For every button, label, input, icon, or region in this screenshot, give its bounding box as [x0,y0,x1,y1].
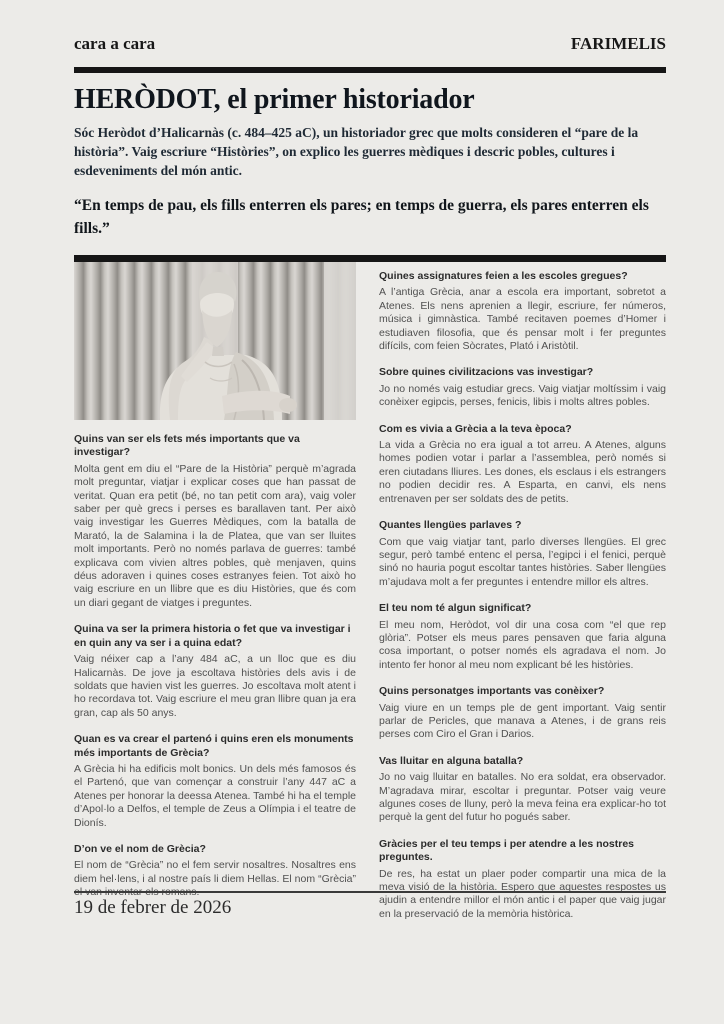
qa-item [379,423,666,506]
masthead-rule [74,67,666,73]
page-content [74,32,666,934]
qa-answer: Jo no vaig lluitar en batalles. No era soldat, era observador. M’agradava mirar, escoltar i preguntar. Potser vaig veure algunes coses de lluny, però la meva feina era explicar-ho tot perquè la gent del futur ho pogués saber. [379,771,666,824]
qa-answer: Com que vaig viatjar tant, parlo diverses llengües. El grec segur, però també entenc el persa, l’egipci i el fenici, perquè sinó no hauria pogut escoltar tantes històries. Saber llengües m’ajudava molt a fer preguntes i entendre millor els altres. [379,535,666,588]
qa-item [379,755,666,825]
page-footer [74,891,666,919]
herodotus-statue-image [74,262,356,420]
article-title: HERÒDOT, el primer historiador [74,84,475,115]
article-intro: Sóc Heròdot d’Halicarnàs (c. 484–425 aC), un historiador grec que molts consideren el “pare de la història”. Vaig escriure “Històries”, on explico les guerres mèdiques i descric pobles, cultures i esdeveniments del món antic. [74,125,639,178]
qa-question: Quan es va crear el partenó i quins eren els monuments més importants de Grècia? [74,733,354,759]
columns-top-rule [74,255,666,262]
qa-question: Sobre quines civilitzacions vas investigar? [379,366,594,379]
qa-answer: El meu nom, Heròdot, vol dir una cosa com “el que rep glòria”. Potser els meus pares pensaven que faria alguna cosa important, o potser només els agradava el nom. Jo intento fer honor al meu nom explicant bé les històries. [379,618,666,671]
qa-question: Quines assignatures feien a les escoles gregues? [379,270,628,282]
qa-item [379,685,666,742]
qa-answer: La vida a Grècia no era igual a tot arreu. A Atenes, alguns homes podien votar i parlar a l’assemblea, però només si eren ciutadans lliures. Les dones, els esclaus i els estrangers no podien decidir res. A Esparta, en canvi, els nens entrenaven per ser soldats des de petits. [379,439,666,505]
masthead [74,32,666,54]
masthead-kicker: cara a cara [74,34,156,53]
qa-item [74,733,356,830]
left-column [74,262,356,913]
statue-illustration [74,262,356,420]
qa-question: D’on ve el nom de Grècia? [74,842,206,855]
qa-answer: A Grècia hi ha edificis molt bonics. Un dels més famosos és el Partenó, que van començar a construir l’any 447 aC a Atenes per honorar la deessa Atenea. També hi ha el temple d’Apol·lo a Delfos, el temple de Zeus a Olímpia i el teatre de Dionís. [74,762,356,829]
qa-answer: A l’antiga Grècia, anar a escola era important, sobretot a Atenes. Els nens aprenien a llegir, escriure, fer números, música i gimnàstica. També recitaven poemes d’Homer i estudiaven filosofia, que és pensar molt i fer preguntes difícils, com feien Sòcrates, Plató i Aristòtil. [379,286,666,353]
footer-date: 19 de febrer de 2026 [74,897,232,918]
qa-question: Quins van ser els fets més importants que va investigar? [74,433,300,459]
qa-answer: El nom de “Grècia” no el fem servir nosaltres. Nosaltres ens diem hel·lens, i al nostre país li diem Hellas. El nom “Grècia” el van inventar els romans. [74,859,356,899]
qa-question: Gràcies per el teu temps i per atendre a les nostres preguntes. [379,837,635,864]
article-columns [74,262,666,934]
qa-item [379,602,666,672]
qa-question: Vas lluitar en alguna batalla? [379,754,524,767]
qa-question: El teu nom té algun significat? [379,602,532,615]
qa-question: Quina va ser la primera historia o fet que va investigar i en quin any va ser i a quina edat? [74,623,351,649]
qa-answer: Jo no només vaig estudiar grecs. Vaig viatjar moltíssim i vaig conèixer egipcis, perses, fenicis, libis i molts altres pobles. [379,382,666,409]
qa-question: Com es vivia a Grècia a la teva època? [379,422,572,435]
masthead-brand: FARIMELIS [570,34,666,53]
qa-answer: Molta gent em diu el “Pare de la Història” perquè m’agrada molt preguntar, viatjar i explicar coses que han passat de veritat. Quan era petit (bé, no tan petit com ara), vaig voler saber per què grecs i perses es barallaven tant. Per això vaig investigar les Guerres Mèdiques, com la batalla de Marató, la de Salamina i la de Platea, que van ser lluites molt importants. Però no només parlava de guerres: també explicava com vivien altres pobles, què menjaven, quins déus adoraven i quines coses estranyes feien. Tot això ho vaig escriure en un llibre que es diu Històries, que és com un diari gegant de viatges i preguntes. [74,462,356,609]
qa-item [379,270,666,353]
qa-question: Quins personatges importants vas conèixer? [379,685,605,698]
right-column [379,262,666,934]
qa-answer: Vaig néixer cap a l’any 484 aC, a un lloc que es diu Halicarnàs. De jove ja escoltava històries dels avis i de soldats que havien vist les guerres. Jo escoltava molt atent i ho recordava tot. Vaig escriure el meu gran llibre quan ja era gran, cap als 50 anys. [74,653,356,719]
pull-quote: “En temps de pau, els fills enterren els pares; en temps de guerra, els pares enterren els fills.” [74,196,649,237]
qa-item [379,519,666,589]
qa-answer: Vaig viure en un temps ple de gent important. Vaig sentir parlar de Pericles, que manava a Atenes, i de grans reis perses com Ciro el Gran i Darios. [379,701,666,741]
qa-question: Quantes llengües parlaves ? [379,519,522,532]
qa-item [379,366,666,409]
smooth-column-right [324,262,356,420]
qa-item [74,623,356,720]
qa-answer: De res, ha estat un plaer poder compartir una mica de la meva visió de la història. Espero que aquestes respostes us ajudin a entendre millor el món antic i el paper que vaig jugar en la preservació de la memòria històrica. [379,867,666,920]
qa-item [74,433,356,610]
